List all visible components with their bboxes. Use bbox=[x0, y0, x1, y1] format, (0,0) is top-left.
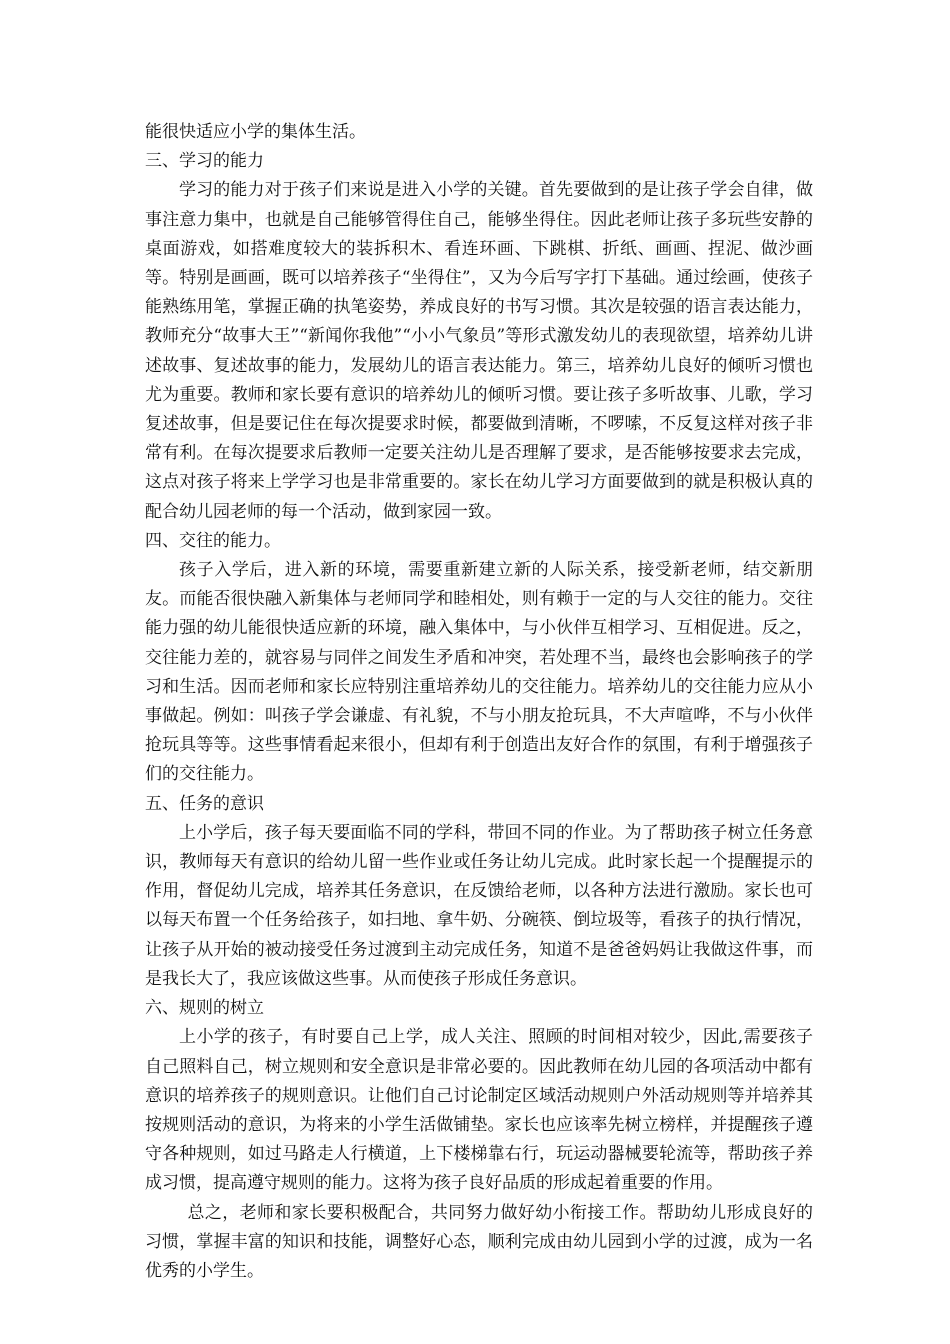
section-paragraph-rules: 上小学的孩子，有时要自己上学，成人关注、照顾的时间相对较少，因此,需要孩子自己照料自己，树立规则和安全意识是非常必要的。因此教师在幼儿园的各项活动中都有意识的培养孩子的规则意识。让他们自己讨论制定区域活动规则户外活动规则等并培养其按规则活动的意识，为将来的小学生活做铺垫。家长也应该率先树立榜样，并提醒孩子遵守各种规则，如过马路走人行横道，上下楼梯靠右行，玩运动器械要轮流等，帮助孩子养成习惯，提高遵守规则的能力。这将为孩子良好品质的形成起着重要的作用。 bbox=[145, 1027, 813, 1194]
conclusion-paragraph: 总之，老师和家长要积极配合，共同努力做好幼小衔接工作。帮助幼儿形成良好的习惯，掌握丰富的知识和技能，调整好心态，顺利完成由幼儿园到小学的过渡，成为一名优秀的小学生。 bbox=[145, 1202, 813, 1281]
continued-text: 能很快适应小学的集体生活。 bbox=[145, 122, 366, 142]
section-heading-task: 五、任务的意识 bbox=[145, 793, 264, 814]
section-heading-learning: 三、学习的能力 bbox=[145, 151, 264, 172]
section-paragraph-learning: 学习的能力对于孩子们来说是进入小学的关键。首先要做到的是让孩子学会自律，做事注意力集中，也就是自己能够管得住自己，能够坐得住。因此老师让孩子多玩些安静的桌面游戏，如搭难度较大的装拆积木、看连环画、下跳棋、折纸、画画、捏泥、做沙画等。特别是画画，既可以培养孩子“坐得住”，又为今后写字打下基础。通过绘画，使孩子能熟练用笔，掌握正确的执笔姿势，养成良好的书写习惯。其次是较强的语言表达能力，教师充分“故事大王”“新闻你我他”“小小气象员”等形式激发幼儿的表现欲望，培养幼儿讲述故事、复述故事的能力，发展幼儿的语言表达能力。第三，培养幼儿良好的倾听习惯也尤为重要。教师和家长要有意识的培养幼儿的倾听习惯。要让孩子多听故事、儿歌，学习复述故事，但是要记住在每次提要求时候，都要做到清晰，不啰嗦，不反复这样对孩子非常有利。在每次提要求后教师一定要关注幼儿是否理解了要求，是否能够按要求去完成，这点对孩子将来上学学习也是非常重要的。家长在幼儿学习方面要做到的就是积极认真的配合幼儿园老师的每一个活动，做到家园一致。 bbox=[145, 180, 813, 522]
section-paragraph-task: 上小学后，孩子每天要面临不同的学科，带回不同的作业。为了帮助孩子树立任务意识，教师每天有意识的给幼儿留一些作业或任务让幼儿完成。此时家长起一个提醒提示的作用，督促幼儿完成，培养其任务意识，在反馈给老师，以各种方法进行激励。家长也可以每天布置一个任务给孩子，如扫地、拿牛奶、分碗筷、倒垃圾等，看孩子的执行情况，让孩子从开始的被动接受任务过渡到主动完成任务，知道不是爸爸妈妈让我做这件事，而是我长大了，我应该做这些事。从而使孩子形成任务意识。 bbox=[145, 822, 813, 989]
section-heading-communication: 四、交往的能力。 bbox=[145, 530, 281, 551]
section-heading-rules: 六、规则的树立 bbox=[145, 998, 264, 1019]
section-paragraph-communication: 孩子入学后，进入新的环境，需要重新建立新的人际关系，接受新老师，结交新朋友。而能否很快融入新集体与老师同学和睦相处，则有赖于一定的与人交往的能力。交往能力强的幼儿能很快适应新的环境，融入集体中，与小伙伴互相学习、互相促进。反之，交往能力差的，就容易与同伴之间发生矛盾和冲突，若处理不当，最终也会影响孩子的学习和生活。因而老师和家长应特别注重培养幼儿的交往能力。培养幼儿的交往能力应从小事做起。例如：叫孩子学会谦虚、有礼貌，不与小朋友抢玩具，不大声喧哗，不与小伙伴抢玩具等等。这些事情看起来很小，但却有利于创造出友好合作的氛围，有利于增强孩子们的交往能力。 bbox=[145, 560, 813, 785]
document-page bbox=[145, 118, 813, 1286]
